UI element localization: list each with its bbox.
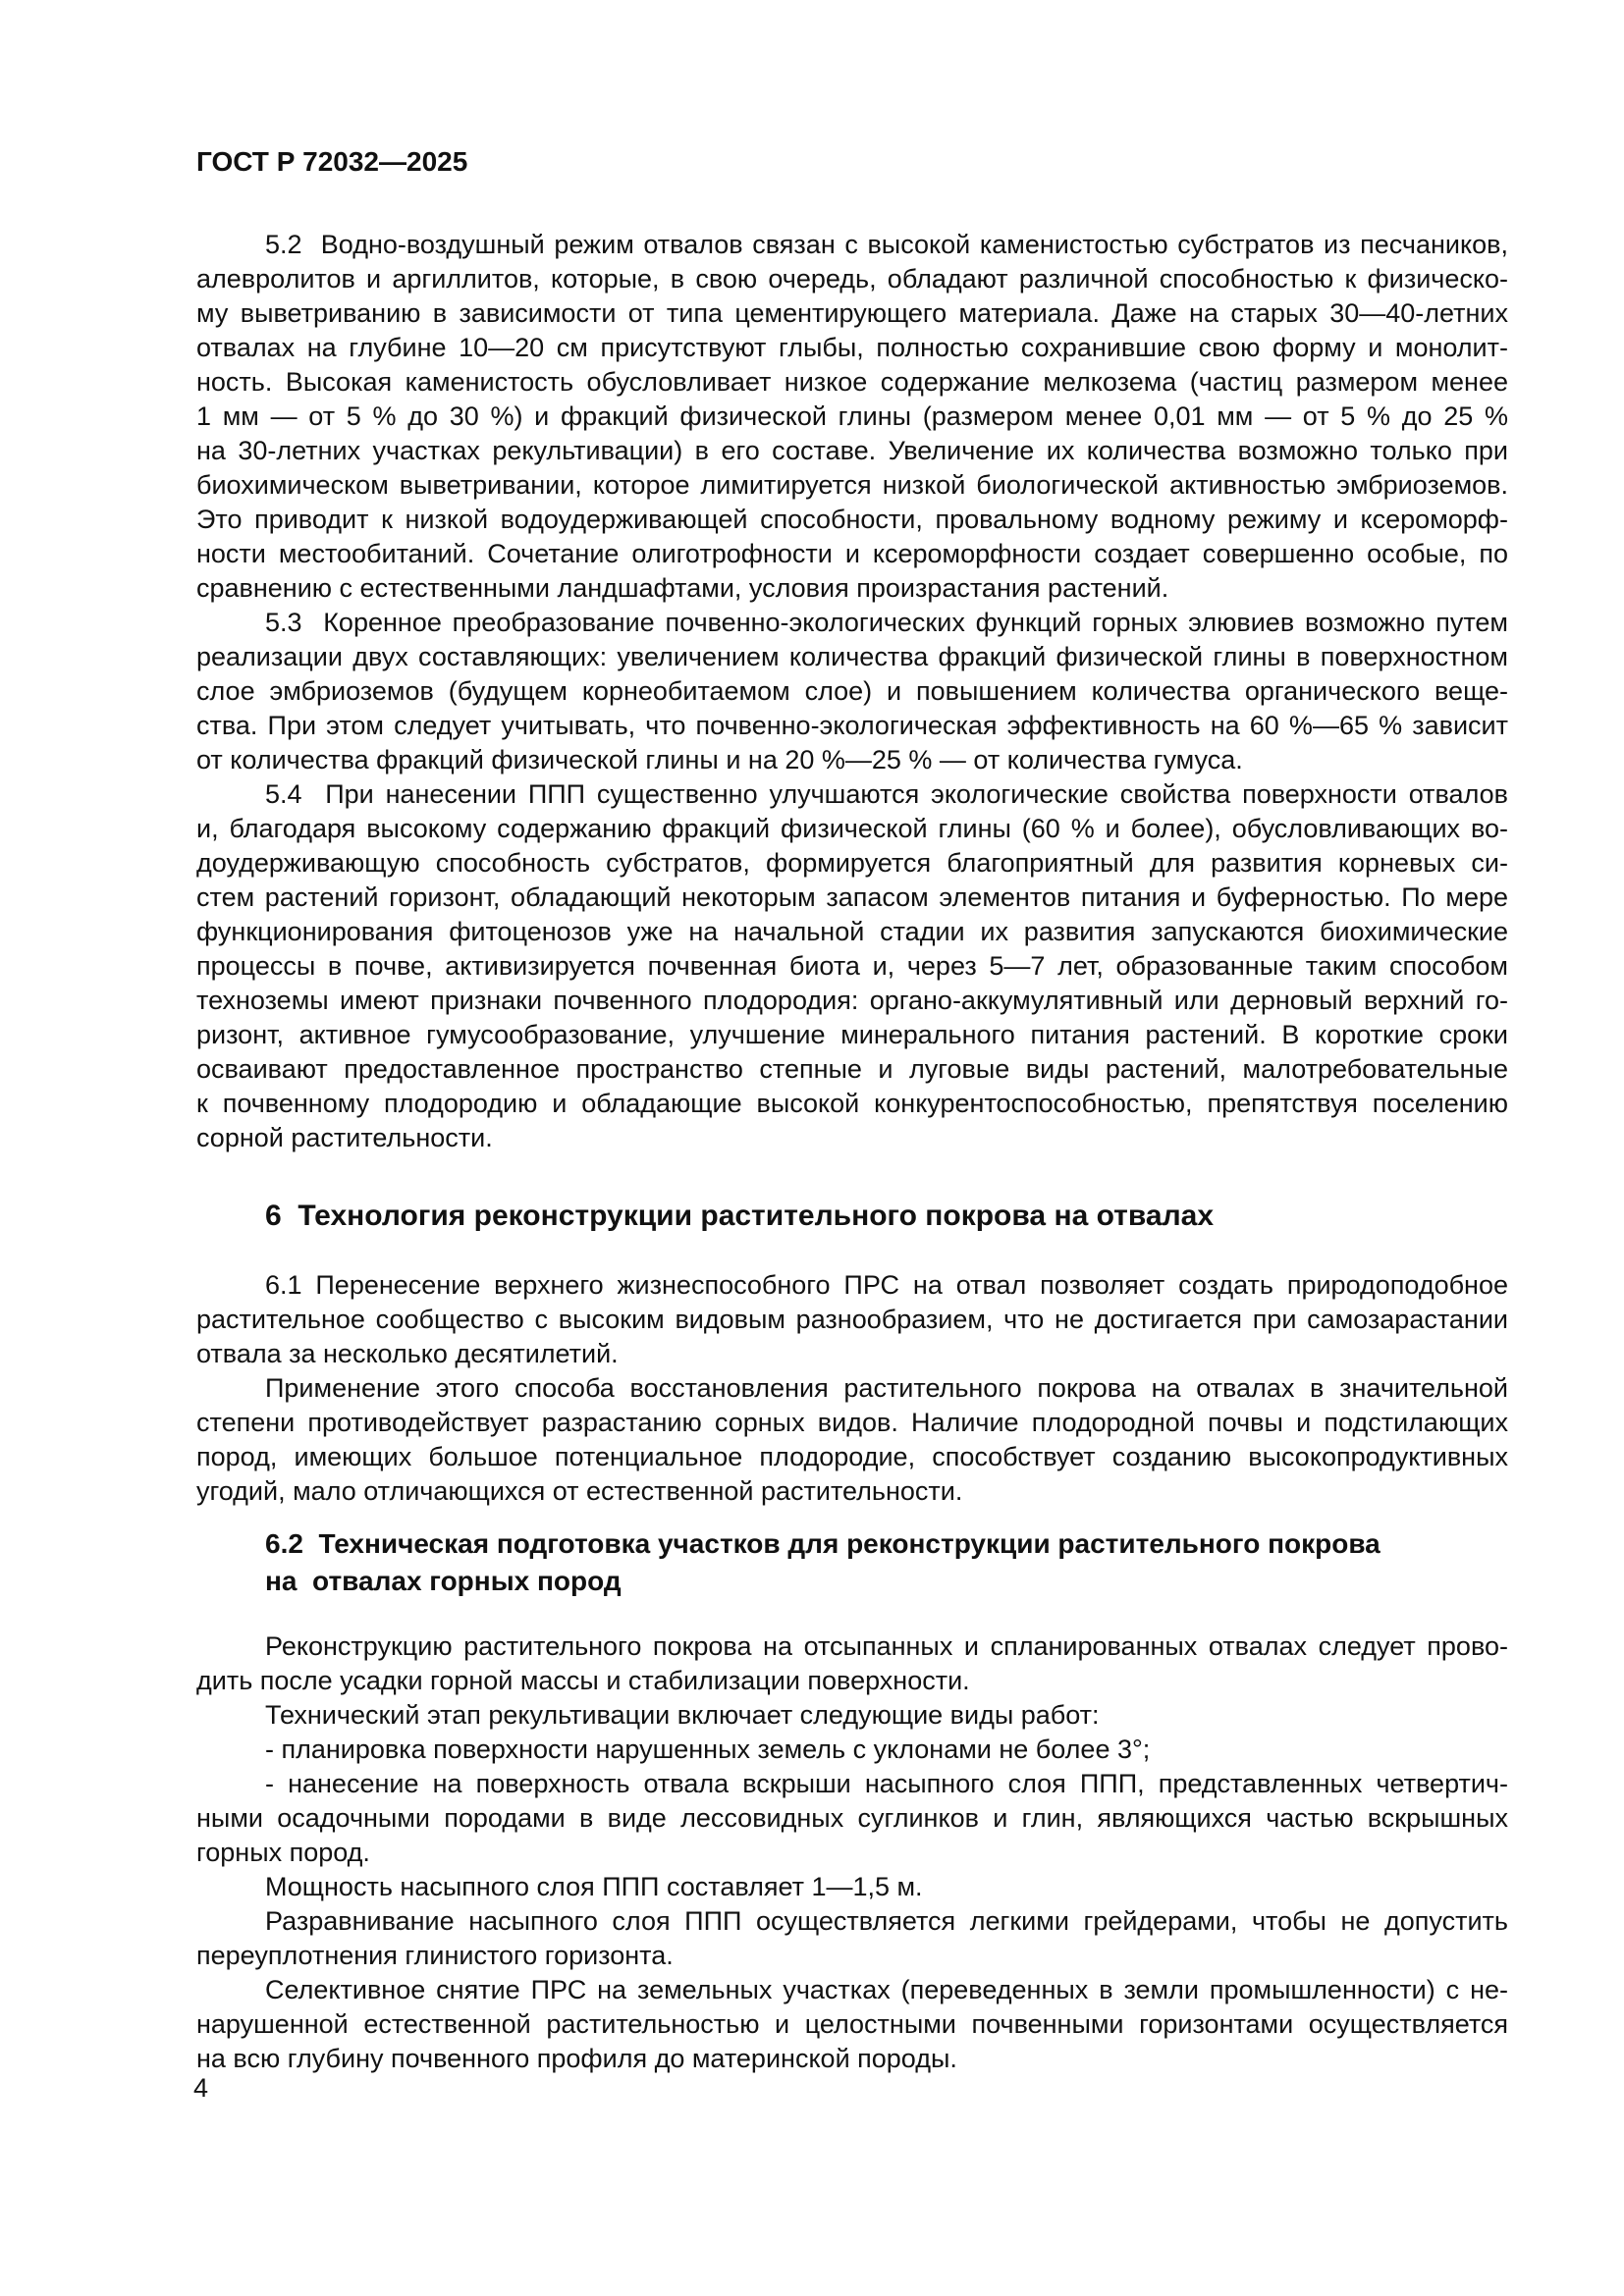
text-line: Это приводит к низкой водоудерживающей способности, провальному водному режиму и ксероморф- <box>196 505 1508 534</box>
text-line: алевролитов и аргиллитов, которые, в свою очередь, обладают различной способностью к физическо- <box>196 264 1508 294</box>
text-line: на 30-летних участках рекультивации) в его составе. Увеличение их количества возможно только при <box>196 436 1508 465</box>
text-line: стем растений горизонт, обладающий некоторым запасом элементов питания и буферностью. По мере <box>196 882 1508 912</box>
text-line: отвала за несколько десятилетий. <box>196 1339 619 1368</box>
subsection-heading <box>196 1525 1508 1600</box>
text-line: растительное сообщество с высоким видовым разнообразием, что не достигается при самозарастании <box>196 1305 1508 1334</box>
paragraph <box>196 1698 1508 1733</box>
text-line: отвалах на глубине 10—20 см присутствуют глыбы, полностью сохранившие свою форму и монолит- <box>196 333 1508 362</box>
document-body <box>196 228 1508 2076</box>
text-line: ризонт, активное гумусообразование, улучшение минерального питания растений. В короткие сроки <box>196 1020 1508 1049</box>
text-line: дить после усадки горной массы и стабилизации поверхности. <box>196 1666 970 1695</box>
text-line: 5.4 При нанесении ППП существенно улучшаются экологические свойства поверхности отвалов <box>265 779 1508 809</box>
text-line: реализации двух составляющих: увеличением количества фракций физической глины в поверхностном <box>196 642 1508 671</box>
text-line: ными осадочными породами в виде лессовидных суглинков и глин, являющихся частью вскрышных <box>196 1803 1508 1833</box>
text-line: 5.2 Водно-воздушный режим отвалов связан с высокой каменистостью субстратов из песчаников, <box>265 230 1508 259</box>
text-line: нарушенной естественной растительностью и целостными почвенными горизонтами осуществляется <box>196 2009 1508 2039</box>
paragraph <box>196 1904 1508 1973</box>
text-line: на всю глубину почвенного профиля до материнской породы. <box>196 2044 957 2073</box>
paragraph <box>196 1268 1508 1371</box>
text-line: Разравнивание насыпного слоя ППП осуществляется легкими грейдерами, чтобы не допустить <box>265 1906 1508 1936</box>
text-line: - нанесение на поверхность отвала вскрыши насыпного слоя ППП, представленных четвертич- <box>265 1769 1508 1798</box>
text-line: - планировка поверхности нарушенных земель с уклонами не более 3°; <box>265 1735 1151 1764</box>
text-line: пород, имеющих большое потенциальное плодородие, способствует созданию высокопродуктивных <box>196 1442 1508 1471</box>
text-line: переуплотнения глинистого горизонта. <box>196 1941 674 1970</box>
text-line: функционирования фитоценозов уже на начальной стадии их развития запускаются биохимические <box>196 917 1508 946</box>
text-line: и, благодаря высокому содержанию фракций физической глины (60 % и более), обусловливающих во- <box>196 814 1508 843</box>
text-line: биохимическом выветривании, которое лимитируется низкой биологической активностью эмбриоземов. <box>196 470 1508 500</box>
text-line: техноземы имеют признаки почвенного плодородия: органо-аккумулятивный или дерновый верхний го- <box>196 986 1508 1015</box>
paragraph <box>196 228 1508 606</box>
text-line: от количества фракций физической глины и на 20 %—25 % — от количества гумуса. <box>196 745 1243 774</box>
text-line: 5.3 Коренное преобразование почвенно-экологических функций горных элювиев возможно путем <box>265 608 1508 637</box>
text-line: на отвалах горных пород <box>265 1566 622 1596</box>
text-line: Реконструкцию растительного покрова на отсыпанных и спланированных отвалах следует прово- <box>265 1631 1508 1661</box>
paragraph <box>196 1870 1508 1904</box>
page-number: 4 <box>193 2073 209 2103</box>
text-line: 6 Технология реконструкции растительного покрова на отвалах <box>265 1200 1215 1232</box>
text-line: ства. При этом следует учитывать, что почвенно-экологическая эффективность на 60 %—65 % зависит <box>196 711 1508 740</box>
text-line: Селективное снятие ПРС на земельных участках (переведенных в земли промышленности) с не- <box>265 1975 1508 2004</box>
paragraph <box>196 1733 1508 1767</box>
text-line: 1 мм — от 5 % до 30 %) и фракций физической глины (размером менее 0,01 мм — от 5 % до 25 % <box>196 401 1508 431</box>
paragraph <box>196 777 1508 1155</box>
text-line: горных пород. <box>196 1838 370 1867</box>
text-line: Мощность насыпного слоя ППП составляет 1—1,5 м. <box>265 1872 923 1901</box>
document-code-header: ГОСТ Р 72032—2025 <box>196 146 468 177</box>
section-heading <box>196 1197 1508 1236</box>
text-line: сорной растительности. <box>196 1123 493 1152</box>
paragraph <box>196 1371 1508 1509</box>
text-line: угодий, мало отличающихся от естественной растительности. <box>196 1476 963 1506</box>
paragraph <box>196 1973 1508 2076</box>
text-line: степени противодействует разрастанию сорных видов. Наличие плодородной почвы и подстилающих <box>196 1408 1508 1437</box>
text-line: доудерживающую способность субстратов, формируется благоприятный для развития корневых си- <box>196 848 1508 878</box>
text-line: процессы в почве, активизируется почвенная биота и, через 5—7 лет, образованные таким способом <box>196 951 1508 981</box>
text-line: Применение этого способа восстановления растительного покрова на отвалах в значительной <box>265 1373 1508 1403</box>
text-line: сравнению с естественными ландшафтами, условия произрастания растений. <box>196 573 1169 603</box>
text-line: 6.1 Перенесение верхнего жизнеспособного ПРС на отвал позволяет создать природоподобное <box>265 1270 1508 1300</box>
text-line: ности местообитаний. Сочетание олиготрофности и ксероморфности создает совершенно особые, по <box>196 539 1508 568</box>
text-line: слое эмбриоземов (будущем корнеобитаемом слое) и повышением количества органического веще- <box>196 676 1508 706</box>
text-line: осваивают предоставленное пространство степные и луговые виды растений, малотребовательные <box>196 1054 1508 1084</box>
paragraph <box>196 1629 1508 1698</box>
text-line: Технический этап рекультивации включает следующие виды работ: <box>265 1700 1100 1730</box>
paragraph <box>196 1767 1508 1870</box>
paragraph <box>196 606 1508 777</box>
text-line: ность. Высокая каменистость обусловливает низкое содержание мелкозема (частиц размером менее <box>196 367 1508 397</box>
text-line: 6.2 Техническая подготовка участков для реконструкции растительного покрова <box>265 1528 1380 1559</box>
text-line: к почвенному плодородию и обладающие высокой конкурентоспособностью, препятствуя поселению <box>196 1089 1508 1118</box>
text-line: му выветриванию в зависимости от типа цементирующего материала. Даже на старых 30—40-летних <box>196 298 1508 328</box>
